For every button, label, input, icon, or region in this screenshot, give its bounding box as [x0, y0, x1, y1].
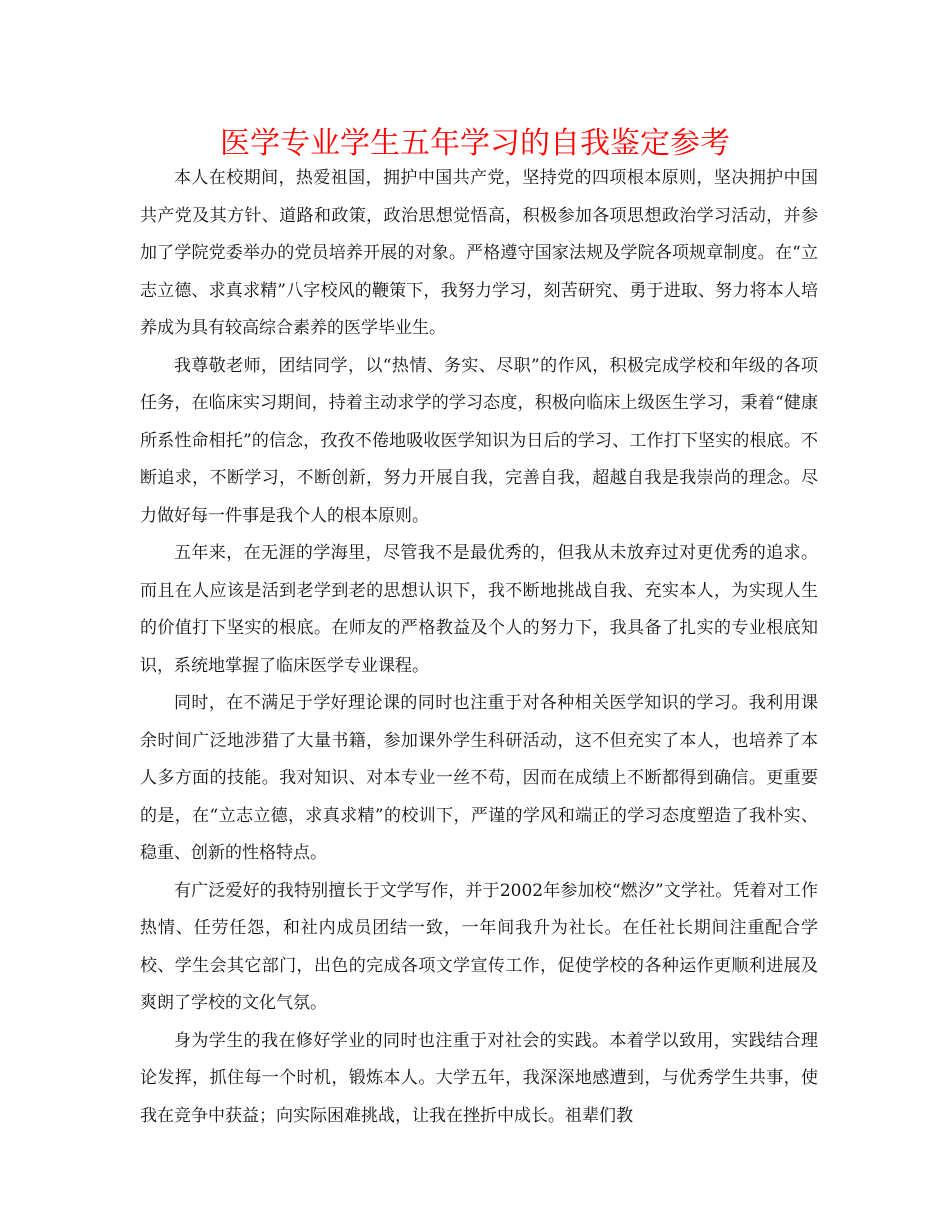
paragraph-5: 有广泛爱好的我特别擅长于文学写作，并于2002年参加校“燃汐”文学社。凭着对工作热情、任劳任怨，和社内成员团结一致，一年间我升为社长。在任社长期间注重配合学校、学生会其它部门，出色的完成各项文学宣传工作，促使学校的各种运作更顺利进展及爽朗了学校的文化气氛。 — [140, 880, 818, 1013]
paragraph-4: 同时，在不满足于学好理论课的同时也注重于对各种相关医学知识的学习。我利用课余时间广泛地涉猎了大量书籍，参加课外学生科研活动，这不但充实了本人，也培养了本人多方面的技能。我对知识、对本专业一丝不苟，因而在成绩上不断都得到确信。更重要的是，在“立志立德，求真求精”的校训下，严谨的学风和端正的学习态度塑造了我朴实、稳重、创新的性格特点。 — [140, 693, 818, 863]
paragraph-3: 五年来，在无涯的学海里，尽管我不是最优秀的，但我从未放弃过对更优秀的追求。而且在人应该是活到老学到老的思想认识下，我不断地挑战自我、充实本人，为实现人生的价值打下坚实的根底。在师友的严格教益及个人的努力下，我具备了扎实的专业根底知识，系统地掌握了临床医学专业课程。 — [140, 543, 818, 676]
paragraph-1: 本人在校期间，热爱祖国，拥护中国共产党，坚持党的四项根本原则，坚决拥护中国共产党及其方针、道路和政策，政治思想觉悟高，积极参加各项思想政治学习活动，并参加了学院党委举办的党员培养开展的对象。严格遵守国家法规及学院各项规章制度。在“立志立德、求真求精”八字校风的鞭策下，我努力学习，刻苦研究、勇于进取、努力将本人培养成为具有较高综合素养的医学毕业生。 — [140, 168, 818, 338]
document-title: 医学专业学生五年学习的自我鉴定参考 — [220, 126, 730, 161]
paragraph-2: 我尊敬老师，团结同学，以“热情、务实、尽职”的作风，积极完成学校和年级的各项任务，在临床实习期间，持着主动求学的学习态度，积极向临床上级医生学习，秉着“健康所系性命相托”的信念，孜孜不倦地吸收医学知识为日后的学习、工作打下坚实的根底。不断追求，不断学习，不断创新，努力开展自我，完善自我，超越自我是我崇尚的理念。尽力做好每一件事是我个人的根本原则。 — [140, 355, 818, 526]
paragraph-6: 身为学生的我在修好学业的同时也注重于对社会的实践。本着学以致用，实践结合理论发挥，抓住每一个时机，锻炼本人。大学五年，我深深地感遭到，与优秀学生共事，使我在竞争中获益；向实际困难挑战，让我在挫折中成长。祖辈们教 — [140, 1030, 818, 1126]
document-body — [140, 160, 818, 1135]
